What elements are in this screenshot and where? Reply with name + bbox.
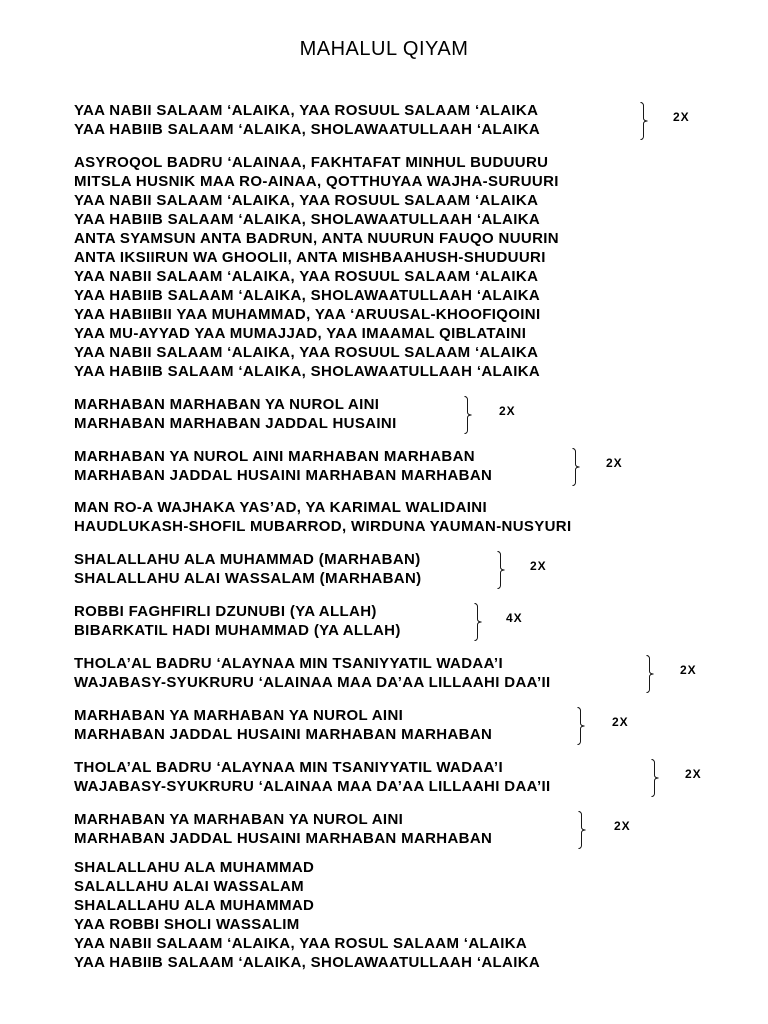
repeat-bracket-icon (651, 759, 658, 797)
repeat-bracket-icon (577, 707, 584, 745)
lyric-line: YAA HABIIB SALAAM ‘ALAIKA, SHOLAWAATULLAAH ‘ALAIKA (74, 363, 541, 380)
repeat-count: 4X (506, 611, 523, 625)
lyric-line: YAA ROBBI SHOLI WASSALIM (74, 916, 300, 933)
lyric-line: ANTA SYAMSUN ANTA BADRUN, ANTA NUURUN FAUQO NUURIN (74, 230, 559, 247)
lyric-line: MARHABAN JADDAL HUSAINI MARHABAN MARHABAN (74, 467, 493, 484)
repeat-bracket-icon (497, 551, 504, 589)
lyric-line: THOLA’AL BADRU ‘ALAYNAA MIN TSANIYYATIL WADAA’I (74, 759, 503, 776)
repeat-bracket-icon (578, 811, 585, 849)
lyric-line: HAUDLUKASH-SHOFIL MUBARROD, WIRDUNA YAUMAN-NUSYURI (74, 518, 572, 535)
lyric-line: SHALALLAHU ALA MUHAMMAD (MARHABAN) (74, 551, 421, 568)
page-title: MAHALUL QIYAM (299, 38, 469, 60)
lyric-line: YAA HABIIB SALAAM ‘ALAIKA, SHOLAWAATULLAAH ‘ALAIKA (74, 287, 541, 304)
lyric-line: BIBARKATIL HADI MUHAMMAD (YA ALLAH) (74, 622, 401, 639)
lyric-line: YAA HABIIB SALAAM ‘ALAIKA, SHOLAWAATULLAAH ‘ALAIKA (74, 121, 541, 138)
stanza (74, 550, 422, 588)
lyric-line: YAA HABIIBII YAA MUHAMMAD, YAA ‘ARUUSAL-KHOOFIQOINI (74, 306, 541, 323)
repeat-count: 2X (612, 715, 629, 729)
stanza (74, 101, 540, 139)
repeat-bracket-icon (572, 448, 579, 486)
lyric-line: MARHABAN JADDAL HUSAINI MARHABAN MARHABAN (74, 726, 493, 743)
repeat-count: 2X (606, 456, 623, 470)
lyric-line: YAA NABII SALAAM ‘ALAIKA, YAA ROSUUL SALAAM ‘ALAIKA (74, 192, 539, 209)
lyric-line: MARHABAN YA MARHABAN YA NUROL AINI (74, 707, 404, 724)
lyric-line: MARHABAN YA NUROL AINI MARHABAN MARHABAN (74, 448, 475, 465)
lyric-line: SALALLAHU ALAI WASSALAM (74, 878, 304, 895)
lyric-line: SHALALLAHU ALA MUHAMMAD (74, 897, 315, 914)
repeat-bracket-icon (474, 603, 481, 641)
stanza (74, 498, 572, 536)
lyric-line: MARHABAN JADDAL HUSAINI MARHABAN MARHABAN (74, 830, 493, 847)
stanza (74, 447, 492, 485)
repeat-bracket-icon (640, 102, 647, 140)
lyric-line: MITSLA HUSNIK MAA RO-AINAA, QOTTHUYAA WAJHA-SURUURI (74, 173, 559, 190)
stanza (74, 810, 492, 848)
stanza (74, 706, 492, 744)
lyric-line: YAA NABII SALAAM ‘ALAIKA, YAA ROSUL SALAAM ‘ALAIKA (74, 935, 528, 952)
lyric-line: SHALALLAHU ALA MUHAMMAD (74, 859, 315, 876)
stanza (74, 602, 401, 640)
stanza (74, 395, 397, 433)
lyric-line: YAA NABII SALAAM ‘ALAIKA, YAA ROSUUL SALAAM ‘ALAIKA (74, 102, 539, 119)
stanza (74, 858, 540, 972)
lyric-line: ANTA IKSIIRUN WA GHOOLII, ANTA MISHBAAHUSH-SHUDUURI (74, 249, 546, 266)
lyric-line: MAN RO-A WAJHAKA YAS’AD, YA KARIMAL WALIDAINI (74, 499, 488, 516)
lyric-line: YAA NABII SALAAM ‘ALAIKA, YAA ROSUUL SALAAM ‘ALAIKA (74, 344, 539, 361)
lyric-line: MARHABAN YA MARHABAN YA NUROL AINI (74, 811, 404, 828)
lyric-line: YAA HABIIB SALAAM ‘ALAIKA, SHOLAWAATULLAAH ‘ALAIKA (74, 211, 541, 228)
stanza (74, 153, 559, 381)
repeat-bracket-icon (464, 396, 471, 434)
lyric-line: YAA HABIIB SALAAM ‘ALAIKA, SHOLAWAATULLAAH ‘ALAIKA (74, 954, 541, 971)
lyric-line: MARHABAN MARHABAN YA NUROL AINI (74, 396, 380, 413)
lyric-line: WAJABASY-SYUKRURU ‘ALAINAA MAA DA’AA LILLAAHI DAA’II (74, 778, 551, 795)
lyric-line: ROBBI FAGHFIRLI DZUNUBI (YA ALLAH) (74, 603, 377, 620)
repeat-count: 2X (530, 559, 547, 573)
repeat-count: 2X (685, 767, 702, 781)
repeat-count: 2X (499, 404, 516, 418)
repeat-count: 2X (614, 819, 631, 833)
lyric-line: YAA MU-AYYAD YAA MUMAJJAD, YAA IMAAMAL QIBLATAINI (74, 325, 527, 342)
lyric-line: THOLA’AL BADRU ‘ALAYNAA MIN TSANIYYATIL WADAA’I (74, 655, 503, 672)
repeat-count: 2X (673, 110, 690, 124)
lyric-line: WAJABASY-SYUKRURU ‘ALAINAA MAA DA’AA LILLAAHI DAA’II (74, 674, 551, 691)
lyric-line: MARHABAN MARHABAN JADDAL HUSAINI (74, 415, 397, 432)
lyric-line: SHALALLAHU ALAI WASSALAM (MARHABAN) (74, 570, 422, 587)
lyric-line: YAA NABII SALAAM ‘ALAIKA, YAA ROSUUL SALAAM ‘ALAIKA (74, 268, 539, 285)
repeat-count: 2X (680, 663, 697, 677)
lyric-line: ASYROQOL BADRU ‘ALAINAA, FAKHTAFAT MINHUL BUDUURU (74, 154, 549, 171)
repeat-bracket-icon (646, 655, 653, 693)
stanza (74, 758, 551, 796)
stanza (74, 654, 551, 692)
